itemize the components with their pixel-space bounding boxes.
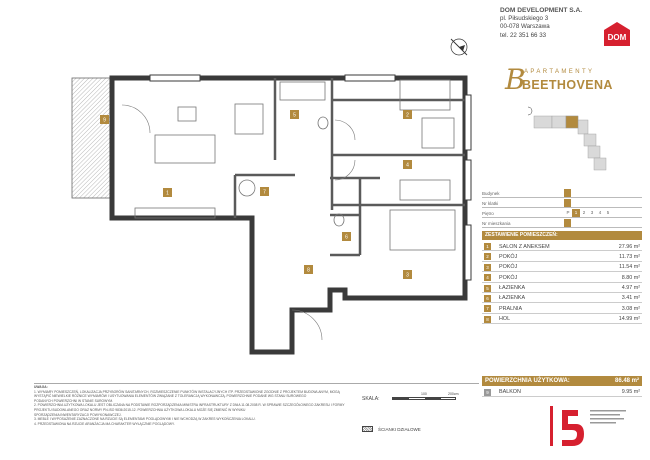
room-tags [100, 110, 412, 279]
total-label: POWIERZCHNIA UŻYTKOWA: [485, 378, 570, 384]
room-row [482, 262, 642, 272]
room-tag-7: 7 [263, 189, 266, 196]
room-name: POKÓJ [499, 274, 518, 281]
room-area: 4.97 m² [621, 285, 640, 292]
info-floor-label: Piętro [482, 211, 494, 216]
floor-3: 3 [590, 210, 594, 215]
info-apartment-value [564, 219, 571, 227]
bed-room-2 [400, 80, 450, 110]
info-building-label: Budynek [482, 191, 500, 196]
room-area: 11.54 m² [619, 264, 640, 271]
room-row [482, 293, 642, 303]
room-row [482, 241, 642, 251]
floor-5: 5 [606, 210, 610, 215]
washing-machine [239, 180, 255, 196]
building-key-plan [528, 106, 628, 180]
info-apartment-label: Nr mieszkania [482, 221, 511, 226]
room-num: 8 [484, 316, 491, 323]
room-area: 11.73 m² [619, 253, 640, 260]
walls-legend-label: ŚCIANKI DZIAŁOWE [378, 427, 421, 432]
balcony-num: 9 [484, 389, 491, 396]
room-name: HOL [499, 316, 511, 323]
balcony-area-value: 9.95 m² [621, 389, 640, 395]
brand-main: BEETHOVENA [522, 78, 613, 92]
info-building-value [564, 189, 571, 197]
footer-divider [34, 383, 479, 384]
info-stair-value [564, 199, 571, 207]
room-area: 3.41 m² [621, 295, 640, 302]
note-line: 1. WYMIARY POMIESZCZEŃ, LOKALIZACJA PRZYBORÓW SANITARNYCH, ROZMIESZCZENIE PUNKTÓW INSTALACYJNYCH ITP. PRZEDSTAWIONE ZGODNIE Z PROJEKTEM BUDOWLANYM, MOGĄ [34, 389, 340, 394]
room-area: 8.80 m² [621, 274, 640, 281]
north-arrow-icon [448, 36, 470, 58]
company-phone: tel. 22 351 66 33 [500, 31, 547, 39]
brand-logo [502, 60, 632, 100]
room-area: 14.99 m² [618, 316, 640, 323]
company-name: DOM DEVELOPMENT S.A. [500, 7, 583, 14]
room-row [482, 283, 642, 293]
room-tag-6: 6 [345, 234, 348, 241]
room-num: 2 [484, 253, 491, 260]
total-value: 86.48 m² [614, 378, 639, 384]
info-floor [482, 208, 642, 218]
bed-room-3 [390, 210, 455, 250]
balcony-name: BALKON [499, 389, 521, 395]
scale-end: 200cm [448, 392, 459, 396]
scale-mid: 100 [421, 392, 427, 396]
room-num: 4 [484, 274, 491, 281]
room-tag-5: 5 [293, 112, 296, 119]
room-tag-1: 1 [166, 190, 169, 197]
room-area: 3.08 m² [621, 305, 640, 312]
room-num: 3 [484, 264, 491, 271]
room-row [482, 314, 642, 324]
room-row [482, 272, 642, 282]
room-row [482, 303, 642, 313]
room-num: 5 [484, 285, 491, 292]
bathtub [280, 82, 325, 100]
room-name: POKÓJ [499, 253, 518, 260]
room-area: 27.96 m² [618, 243, 640, 250]
room-name: SALON Z ANEKSEM [499, 243, 550, 250]
disclaimer-note [34, 385, 464, 426]
note-line: 3. MEBLE I WYPOSAŻENIE ZAZNACZONE NA RZUCIE SĄ ELEMENTAMI POGLĄDOWYMI I NIE WCHODZĄ W ZAKRES WYKOŃCZENIA LOKALU. [34, 417, 256, 422]
rooms-list [482, 241, 642, 324]
room-num: 7 [484, 305, 491, 312]
dom-development-logo [598, 20, 636, 50]
floor-2: 2 [582, 210, 586, 215]
floor-p: P [566, 210, 570, 215]
info-building [482, 188, 642, 198]
company-address [500, 7, 582, 40]
brand-sup: APARTAMENTY [524, 69, 595, 75]
note-line: PODANYCH POWIERZCHNI W STANIE SUROWYM. [34, 398, 114, 403]
room-tag-9: 9 [103, 117, 106, 124]
note-line: PROJEKTU BUDOWLANEGO ORAZ NORMY PN-ISO 9836:2015-12. POWIERZCHNIA UŻYTKOWA LOKALU MOŻE SIĘ ZMIENIĆ W WYNIKU [34, 407, 246, 412]
room-name: POKÓJ [499, 264, 518, 271]
grupa-5-logo [540, 402, 635, 452]
floor-plan [60, 60, 480, 370]
room-tag-3: 3 [406, 272, 409, 279]
dining-table [235, 104, 263, 134]
note-line: 4. PRZEDSTAWIONA NA RZUCIE ARANŻACJA MA CHARAKTER WYŁĄCZNIE POGLĄDOWY. [34, 421, 175, 426]
balcony-row [482, 387, 642, 397]
apartment-info-table [482, 188, 642, 228]
rooms-header: ZESTAWIENIE POMIESZCZEŃ: [482, 231, 642, 240]
room-name: ŁAZIENKA [499, 295, 526, 302]
room-tag-2: 2 [406, 112, 409, 119]
company-city: 00-078 Warszawa [500, 23, 550, 31]
note-title: UWAGA: [34, 385, 48, 389]
room-num: 1 [484, 243, 491, 250]
dom-logo-text: DOM [607, 33, 627, 42]
brand-initial: B [505, 63, 526, 96]
scale-bar [392, 397, 456, 400]
info-apartment [482, 218, 642, 228]
room-name: ŁAZIENKA [499, 285, 526, 292]
note-line: SPORZĄDZENIA INWENTARYZACJI POWYKONAWCZEJ. [34, 412, 122, 417]
floor-selector [564, 209, 612, 217]
note-line: 2. POWIERZCHNIA UŻYTKOWA LOKALU JEST OBLICZANA NA PODSTAWIE ROZPORZĄDZENIA MINISTRA INFRASTRUKTURY Z DNIA 11.08.2008 R. W SPRAWIE SZCZEGÓŁOWEGO ZAKRESU I FORMY [34, 403, 345, 408]
room-tag-8: 8 [307, 267, 310, 274]
room-row [482, 251, 642, 261]
floor-1: 1 [572, 209, 580, 217]
info-stair [482, 198, 642, 208]
floor-4: 4 [598, 210, 602, 215]
info-stair-label: Nr klatki [482, 201, 499, 206]
room-num: 6 [484, 295, 491, 302]
note-line: WYSTĄPIĆ NIEWIELKIE RÓŻNICE WYMIARÓW I USYTUOWANIA ELEMENTÓW ZWIĄZANE Z TOLERANCJĄ WYKONAWCZĄ. POWIERZCHNIE PODANE WG STANU SUROWEGO [34, 394, 307, 399]
walls-legend-swatch [362, 426, 373, 432]
scale-label: SKALA: [362, 396, 380, 402]
room-tag-4: 4 [406, 162, 409, 169]
balcony-area [72, 78, 112, 198]
company-street: pl. Piłsudskiego 3 [500, 15, 549, 23]
sofa [155, 135, 215, 163]
total-area-bar [482, 376, 642, 386]
room-name: PRALNIA [499, 305, 523, 312]
